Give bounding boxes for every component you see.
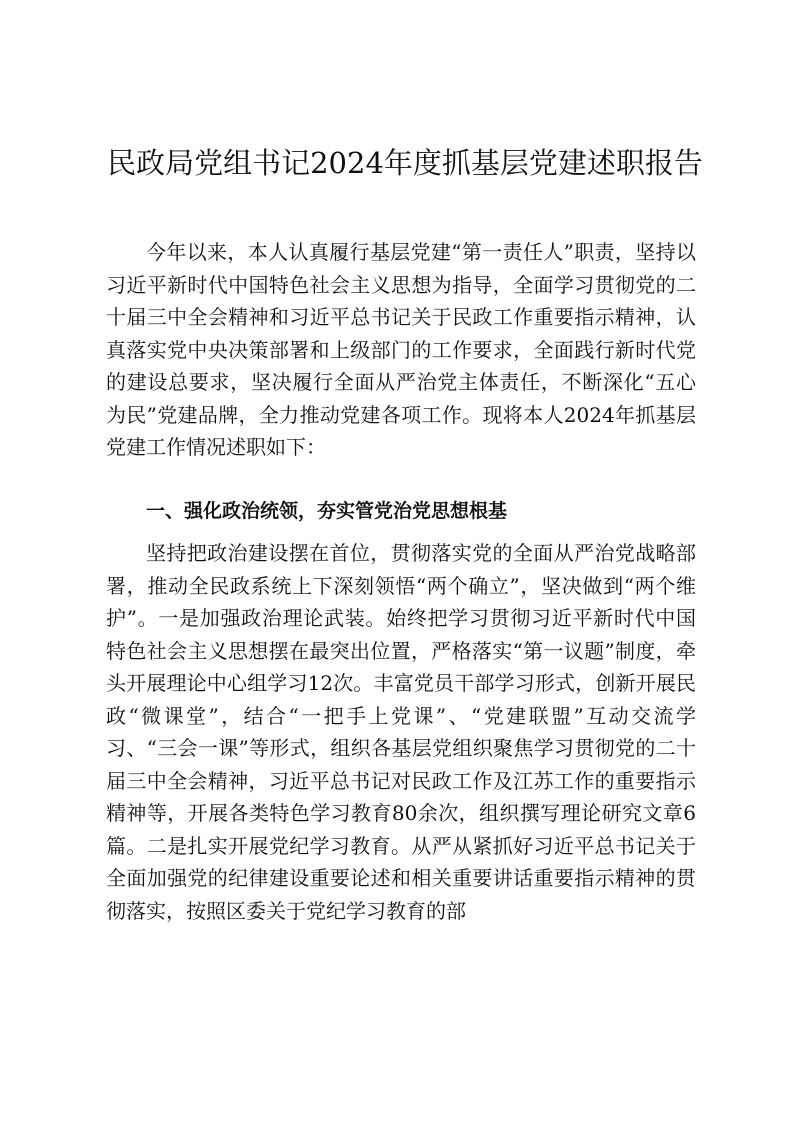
section-1-paragraph: 坚持把政治建设摆在首位，贯彻落实党的全面从严治党战略部署，推动全民政系统上下深刻领悟“两个确立”，坚决做到“两个维护”。一是加强政治理论武装。始终把学习贯彻习近平新时代中国特色社会主义思想摆在最突出位置，严格落实“第一议题”制度，牵头开展理论中心组学习12次。丰富党员干部学习形式，创新开展民政“微课堂”，结合“一把手上党课”、“党建联盟”互动交流学习、“三会一课”等形式，组织各基层党组织聚焦学习贯彻党的二十届三中全会精神，习近平总书记对民政工作及江苏工作的重要指示精神等，开展各类特色学习教育80余次，组织撰写理论研究文章6篇。二是扎实开展党纪学习教育。从严从紧抓好习近平总书记关于全面加强党的纪律建设重要论述和相关重要讲话重要指示精神的贯彻落实，按照区委关于党纪学习教育的部 (106, 541, 696, 923)
section-heading-1: 一、强化政治统领，夯实管党治党思想根基 (146, 500, 508, 522)
intro-paragraph: 今年以来，本人认真履行基层党建“第一责任人”职责，坚持以习近平新时代中国特色社会主义思想为指导，全面学习贯彻党的二十届三中全会精神和习近平总书记关于民政工作重要指示精神，认真落实党中央决策部署和上级部门的工作要求，全面践行新时代党的建设总要求，坚决履行全面从严治党主体责任，不断深化“五心为民”党建品牌，全力推动党建各项工作。现将本人2024年抓基层党建工作情况述职如下： (106, 240, 696, 459)
document-title: 民政局党组书记2024年度抓基层党建述职报告 (107, 146, 703, 180)
